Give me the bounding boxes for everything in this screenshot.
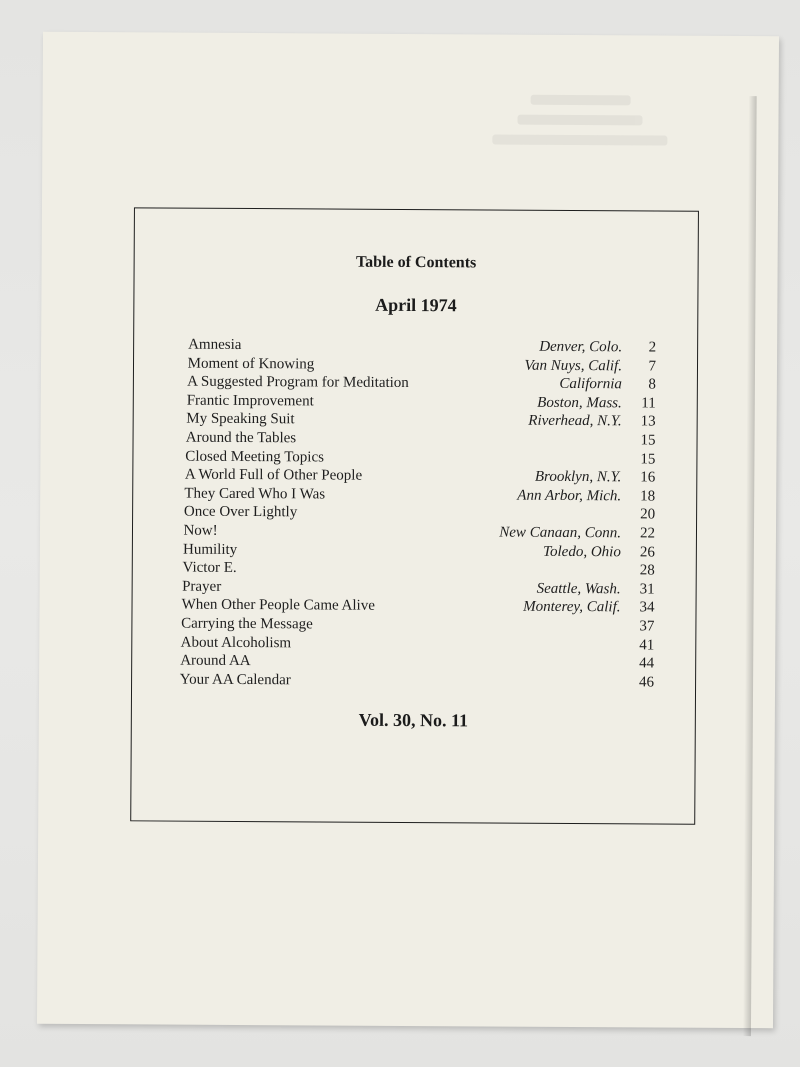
toc-entry-page-number: 22 xyxy=(639,525,656,542)
toc-entry-place: Toledo, Ohio xyxy=(543,543,621,560)
toc-entry-title: Once Over Lightly xyxy=(183,503,298,521)
toc-entry-title: A Suggested Program for Meditation xyxy=(187,373,409,392)
toc-entry-page-number: 28 xyxy=(639,562,655,579)
toc-heading: Table of Contents xyxy=(355,253,477,272)
toc-entry-place: Seattle, Wash. xyxy=(536,580,621,598)
issue-date: April 1974 xyxy=(375,294,457,316)
toc-entry-page-number: 34 xyxy=(639,599,655,616)
toc-entry-title: Prayer xyxy=(182,578,222,595)
toc-entry-title: They Cared Who I Was xyxy=(184,485,326,503)
magazine-page xyxy=(37,32,779,1028)
toc-entry-page-number: 11 xyxy=(641,395,656,412)
toc-entry-title: My Speaking Suit xyxy=(186,411,295,428)
toc-entry-page-number: 15 xyxy=(640,432,656,449)
toc-entry-page-number: 16 xyxy=(640,469,656,486)
toc-entry-title: Amnesia xyxy=(188,336,242,353)
toc-entry-title: Now! xyxy=(183,522,218,539)
toc-entry-page-number: 8 xyxy=(648,376,656,393)
toc-entry-place: California xyxy=(559,376,622,393)
toc-entry-page-number: 37 xyxy=(639,618,655,635)
toc-entry-place: Riverhead, N.Y. xyxy=(528,413,622,430)
toc-entry-place: Monterey, Calif. xyxy=(523,599,621,616)
toc-entry-title: Around AA xyxy=(180,652,251,670)
toc-entry-page-number: 26 xyxy=(639,543,655,561)
volume-number: Vol. 30, No. 11 xyxy=(358,709,469,731)
table-of-contents-box xyxy=(130,207,699,824)
toc-entry-title: Humility xyxy=(182,541,238,558)
toc-entry-title: When Other People Came Alive xyxy=(181,596,375,615)
toc-entry-title: Moment of Knowing xyxy=(187,355,315,373)
toc-entry-title: Victor E. xyxy=(182,559,237,577)
toc-entry-page-number: 46 xyxy=(639,674,655,691)
page-edge-shadow xyxy=(743,96,757,1036)
toc-entry-page-number: 44 xyxy=(639,655,655,672)
toc-entry-page-number: 18 xyxy=(640,488,656,505)
toc-entry-page-number: 2 xyxy=(648,339,657,356)
toc-entry-place: Boston, Mass. xyxy=(537,394,622,412)
toc-entry-page-number: 20 xyxy=(640,506,656,523)
toc-entry-title: Carrying the Message xyxy=(181,615,313,633)
toc-entry-place: Ann Arbor, Mich. xyxy=(517,487,622,505)
toc-entry-title: Frantic Improvement xyxy=(186,392,314,410)
toc-entry-title: Closed Meeting Topics xyxy=(185,448,325,466)
toc-entry-place: Brooklyn, N.Y. xyxy=(534,468,622,486)
toc-entry-page-number: 41 xyxy=(639,636,655,654)
toc-entry-page-number: 13 xyxy=(640,413,656,430)
toc-entry-page-number: 31 xyxy=(639,581,655,598)
toc-entry-place: New Canaan, Conn. xyxy=(499,524,622,542)
toc-entry-title: Around the Tables xyxy=(185,429,297,447)
bleed-through-text xyxy=(442,94,693,206)
toc-entry-title: Your AA Calendar xyxy=(179,671,291,688)
toc-entry-title: About Alcoholism xyxy=(180,634,292,651)
toc-entry xyxy=(180,670,654,691)
toc-entry-place: Van Nuys, Calif. xyxy=(524,357,623,374)
toc-entry-page-number: 7 xyxy=(648,358,657,375)
toc-entry-place: Denver, Colo. xyxy=(539,338,623,356)
toc-entry-page-number: 15 xyxy=(640,450,656,468)
toc-list xyxy=(180,336,656,692)
toc-entry-title: A World Full of Other People xyxy=(184,466,363,484)
